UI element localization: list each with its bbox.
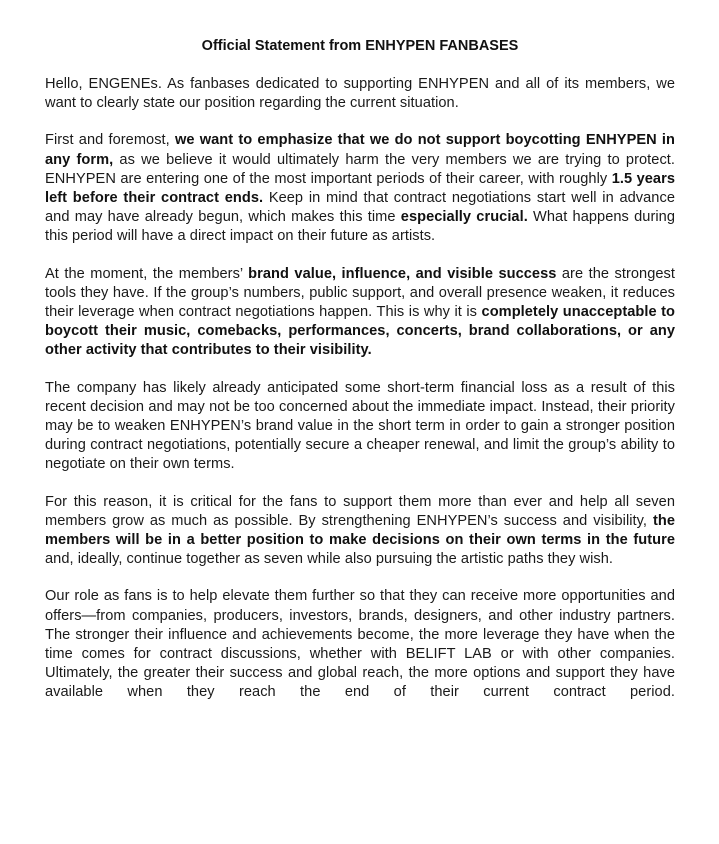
emphasis-brand-value: brand value, influence, and visible success: [248, 265, 557, 282]
text-segment: For this reason, it is critical for the fans to support them more than ever and help all seven members grow as much as possible. By strengthening ENHYPEN’s success and visibility,: [45, 493, 675, 529]
paragraph-greeting: [45, 75, 675, 113]
text-segment: and, ideally, continue together as seven while also pursuing the artistic paths they wish.: [45, 551, 614, 568]
paragraph-company-strategy: [45, 379, 675, 475]
paragraph-brand-value: [45, 265, 675, 361]
paragraph-fan-role: [45, 587, 675, 702]
paragraph-support-members: [45, 493, 675, 570]
text-segment: First and foremost,: [45, 132, 175, 149]
text-segment: What happens during this period will have a direct impact on their future as artists.: [45, 209, 676, 245]
emphasis-crucial: especially crucial.: [400, 209, 528, 226]
emphasis-unacceptable: completely unacceptable to boycott their music, comebacks, performances, concerts, brand collaborations, or any other activity that contributes to their visibility.: [45, 304, 675, 359]
emphasis-better-position: the members will be in a better position to make decisions on their own terms in the future: [45, 512, 675, 549]
statement-title: Official Statement from ENHYPEN FANBASES: [201, 38, 519, 54]
text-segment: Our role as fans is to help elevate them further so that they can receive more opportunities and offers—from companies, producers, investors, brands, designers, and other industry partners. The stronger their influence and achievements become, the more leverage they have when the time comes for contract discussions, whether with BELIFT LAB or with other companies. Ultimately, the greater their success and global reach, the more options and support they have available when they reach the end of their current contract period.: [45, 588, 675, 701]
greeting-text: Hello, ENGENEs. As fanbases dedicated to supporting ENHYPEN and all of its members, we want to clearly state our position regarding the current situation.: [45, 76, 675, 112]
text-segment: The company has likely already anticipated some short-term financial loss as a result of this recent decision and may not be too concerned about the immediate impact. Instead, their priority may be to weaken ENHYPEN’s brand value in the short term in order to gain a stronger position during contract negotiations, potentially secure a cheaper renewal, and limit the group’s ability to negotiate on their own terms.: [45, 379, 675, 473]
paragraph-no-boycott: [45, 131, 675, 246]
emphasis-no-boycott: we want to emphasize that we do not support boycotting ENHYPEN in any form,: [45, 132, 675, 168]
text-segment: Keep in mind that contract negotiations start well in advance and may have already begun, which makes this time: [45, 190, 675, 226]
text-segment: At the moment, the members’: [45, 265, 249, 282]
text-segment: are the strongest tools they have. If the group’s numbers, public support, and overall presence weaken, it reduces their leverage when contract negotiations happen. This is why it is: [45, 265, 675, 321]
text-segment: as we believe it would ultimately harm the very members we are trying to protect. ENHYPEN are entering one of the most important periods of their career, with roughly: [45, 151, 675, 187]
emphasis-contract-time: 1.5 years left before their contract ends.: [45, 170, 675, 207]
